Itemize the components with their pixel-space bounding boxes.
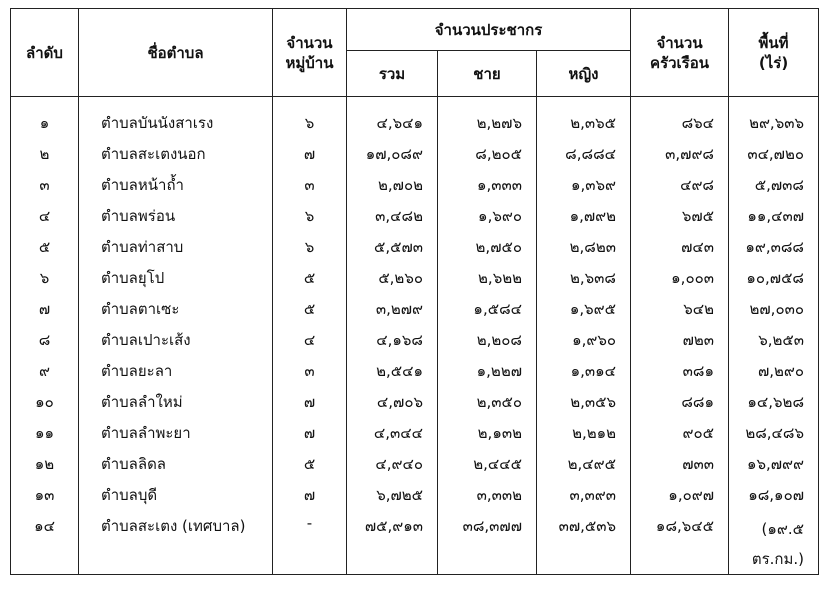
cell-female: ๒,๒๑๒ [537,417,631,448]
cell-total: ๓,๒๗๙ [347,293,438,324]
cell-villages: ๓ [273,169,347,200]
table-row [11,169,819,200]
cell-name: ตำบลหน้าถ้ำ [79,169,273,200]
cell-households: ๑,๐๐๓ [631,262,729,293]
cell-female: ๑,๙๖๐ [537,324,631,355]
cell-area: ๑๘,๑๐๗ [729,479,819,510]
table-row [11,293,819,324]
table-row [11,200,819,231]
cell-households: ๑,๐๙๗ [631,479,729,510]
cell-female: ๒,๓๕๖ [537,386,631,417]
cell-name: ตำบลลำใหม่ [79,386,273,417]
cell-villages: ๓ [273,355,347,386]
cell-male: ๑,๖๙๐ [438,200,537,231]
cell-total: ๔,๖๔๑ [347,97,438,139]
cell-female: ๑,๖๙๕ [537,293,631,324]
table-row [11,510,819,575]
cell-order: ๑ [11,97,79,139]
cell-households: ๗๓๓ [631,448,729,479]
cell-name: ตำบลเปาะเส้ง [79,324,273,355]
header-villages: จำนวน หมู่บ้าน [273,9,347,97]
cell-total: ๒,๕๔๑ [347,355,438,386]
cell-female: ๑,๓๖๙ [537,169,631,200]
table-row [11,417,819,448]
cell-area: ๓๔,๗๒๐ [729,138,819,169]
cell-male: ๑,๕๘๔ [438,293,537,324]
cell-villages: - [273,510,347,575]
cell-total: ๗๕,๙๑๓ [347,510,438,575]
table-row [11,324,819,355]
cell-households: ๙๐๕ [631,417,729,448]
cell-households: ๖๔๒ [631,293,729,324]
cell-villages: ๕ [273,448,347,479]
cell-male: ๓,๓๓๒ [438,479,537,510]
cell-name: ตำบลยุโป [79,262,273,293]
table-row [11,479,819,510]
cell-name: ตำบลสะเตง (เทศบาล) [79,510,273,575]
cell-name: ตำบลท่าสาบ [79,231,273,262]
cell-order: ๓ [11,169,79,200]
cell-female: ๓๗,๕๓๖ [537,510,631,575]
cell-total: ๔,๗๐๖ [347,386,438,417]
cell-total: ๕,๕๗๓ [347,231,438,262]
cell-households: ๘๖๔ [631,97,729,139]
table-body [11,97,819,575]
cell-total: ๑๗,๐๘๙ [347,138,438,169]
header-subdistrict-name: ชื่อตำบล [79,9,273,97]
cell-name: ตำบลยะลา [79,355,273,386]
cell-order: ๗ [11,293,79,324]
cell-area: (๑๙.๕ ตร.กม.) [729,510,819,575]
cell-female: ๒,๔๙๕ [537,448,631,479]
cell-households: ๘๘๑ [631,386,729,417]
table-row [11,386,819,417]
cell-total: ๒,๗๐๒ [347,169,438,200]
cell-area: ๑๔,๖๒๘ [729,386,819,417]
cell-order: ๖ [11,262,79,293]
cell-name: ตำบลตาเซะ [79,293,273,324]
cell-female: ๑,๗๙๒ [537,200,631,231]
cell-area: ๑๑,๔๓๗ [729,200,819,231]
header-male: ชาย [438,51,537,97]
cell-order: ๑๓ [11,479,79,510]
header-population: จำนวนประชากร [347,9,631,51]
cell-order: ๑๒ [11,448,79,479]
cell-total: ๕,๒๖๐ [347,262,438,293]
cell-area: ๑๐,๗๕๘ [729,262,819,293]
cell-order: ๕ [11,231,79,262]
cell-villages: ๕ [273,293,347,324]
header-households: จำนวน ครัวเรือน [631,9,729,97]
cell-name: ตำบลลำพะยา [79,417,273,448]
cell-villages: ๗ [273,138,347,169]
cell-villages: ๗ [273,386,347,417]
cell-total: ๖,๗๒๕ [347,479,438,510]
cell-total: ๔,๙๔๐ [347,448,438,479]
cell-male: ๒,๑๓๒ [438,417,537,448]
cell-total: ๔,๑๖๘ [347,324,438,355]
cell-area: ๖,๒๕๓ [729,324,819,355]
cell-area: ๒๘,๔๘๖ [729,417,819,448]
cell-male: ๒,๖๒๒ [438,262,537,293]
cell-male: ๘,๒๐๕ [438,138,537,169]
cell-male: ๒,๒๐๘ [438,324,537,355]
cell-male: ๓๘,๓๗๗ [438,510,537,575]
cell-villages: ๔ [273,324,347,355]
cell-name: ตำบลบันนังสาเรง [79,97,273,139]
cell-area: ๑๙,๓๘๘ [729,231,819,262]
cell-name: ตำบลพร่อน [79,200,273,231]
cell-area: ๒๗,๐๓๐ [729,293,819,324]
cell-villages: ๗ [273,417,347,448]
cell-order: ๘ [11,324,79,355]
cell-area: ๒๙,๖๓๖ [729,97,819,139]
cell-total: ๓,๔๘๒ [347,200,438,231]
cell-male: ๒,๔๔๕ [438,448,537,479]
cell-female: ๒,๘๒๓ [537,231,631,262]
cell-female: ๒,๖๓๘ [537,262,631,293]
cell-total: ๔,๓๔๔ [347,417,438,448]
header-area: พื้นที่ (ไร่) [729,9,819,97]
cell-households: ๑๘,๖๔๕ [631,510,729,575]
table-row [11,262,819,293]
cell-households: ๓๘๑ [631,355,729,386]
cell-villages: ๕ [273,262,347,293]
cell-male: ๒,๗๕๐ [438,231,537,262]
cell-area: ๕,๗๓๘ [729,169,819,200]
cell-order: ๙ [11,355,79,386]
cell-male: ๑,๓๓๓ [438,169,537,200]
cell-name: ตำบลบุดี [79,479,273,510]
cell-order: ๑๑ [11,417,79,448]
cell-villages: ๖ [273,231,347,262]
cell-female: ๓,๓๙๓ [537,479,631,510]
cell-villages: ๗ [273,479,347,510]
header-female: หญิง [537,51,631,97]
cell-name: ตำบลสะเตงนอก [79,138,273,169]
cell-villages: ๖ [273,97,347,139]
population-table [10,8,819,575]
cell-male: ๒,๒๗๖ [438,97,537,139]
cell-households: ๔๙๘ [631,169,729,200]
cell-female: ๒,๓๖๕ [537,97,631,139]
table-row [11,355,819,386]
header-total: รวม [347,51,438,97]
cell-order: ๑๐ [11,386,79,417]
cell-order: ๑๔ [11,510,79,575]
cell-households: ๓,๗๙๘ [631,138,729,169]
cell-female: ๑,๓๑๔ [537,355,631,386]
cell-households: ๗๔๓ [631,231,729,262]
cell-villages: ๖ [273,200,347,231]
table-row [11,138,819,169]
table-row [11,97,819,139]
cell-order: ๔ [11,200,79,231]
cell-male: ๒,๓๕๐ [438,386,537,417]
cell-female: ๘,๘๘๔ [537,138,631,169]
cell-area: ๗,๒๙๐ [729,355,819,386]
cell-households: ๖๗๕ [631,200,729,231]
cell-order: ๒ [11,138,79,169]
cell-area: ๑๖,๗๙๙ [729,448,819,479]
cell-households: ๗๒๓ [631,324,729,355]
cell-male: ๑,๒๒๗ [438,355,537,386]
table-row [11,231,819,262]
table-row [11,448,819,479]
cell-name: ตำบลลิดล [79,448,273,479]
header-order: ลำดับ [11,9,79,97]
